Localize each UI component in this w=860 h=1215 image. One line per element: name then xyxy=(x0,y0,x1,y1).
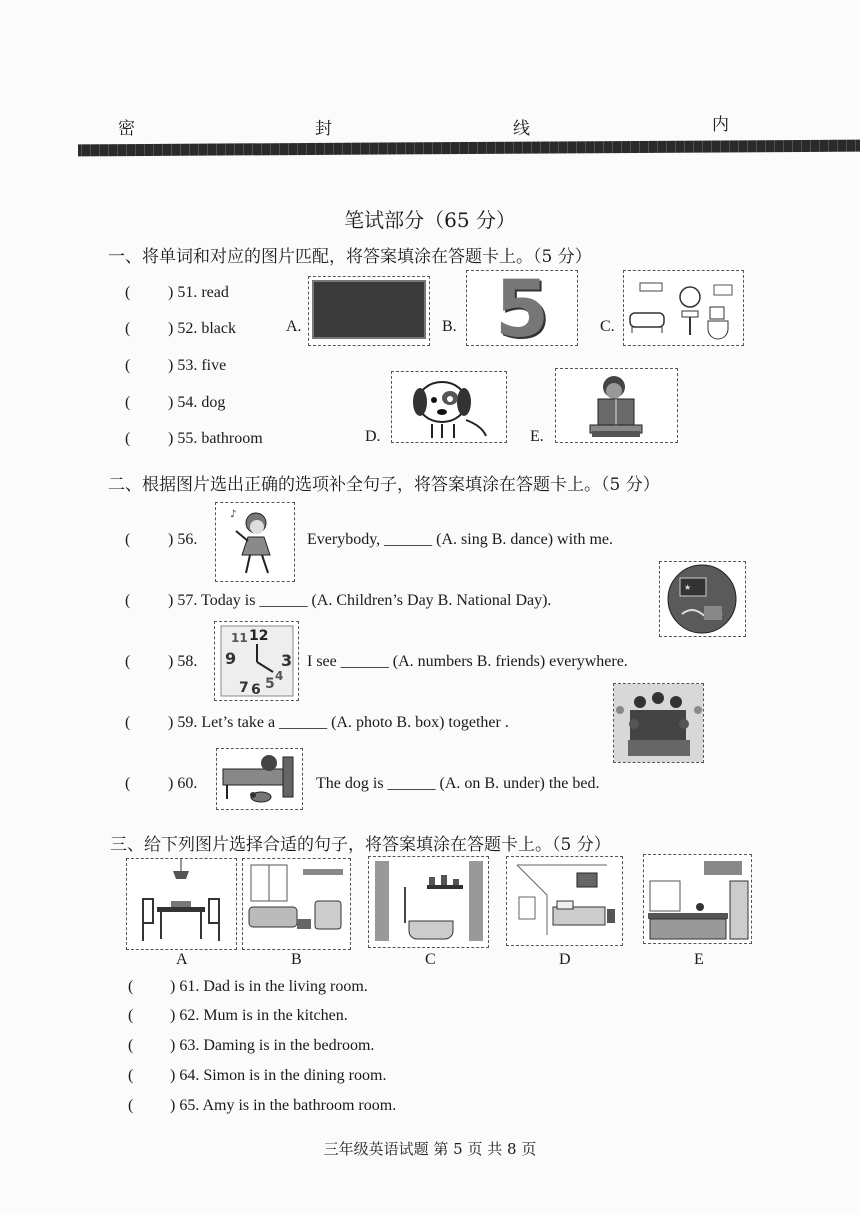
blackboard-image xyxy=(308,276,430,346)
option-c-letter: C. xyxy=(600,318,615,335)
answer-blank-open: ( xyxy=(125,394,131,411)
question-58-number: ) 58. xyxy=(168,653,198,670)
answer-blank-open: ( xyxy=(125,320,131,337)
answer-blank-open: ( xyxy=(128,978,134,995)
question-53: ) 53. five xyxy=(168,357,227,374)
dining-room-icon xyxy=(126,858,237,950)
section-2-heading: 二、根据图片选出正确的选项补全句子，将答案填涂在答题卡上。（5 分） xyxy=(108,475,660,495)
answer-blank-open: ( xyxy=(128,1007,134,1024)
question-56-sentence: Everybody, ______ (A. sing B. dance) with me. xyxy=(307,531,614,548)
question-59: ) 59. Let’s take a ______ (A. photo B. box) together . xyxy=(168,714,509,731)
question-61: ) 61. Dad is in the living room. xyxy=(170,978,368,995)
svg-text:♪: ♪ xyxy=(230,509,237,520)
bathroom-icon xyxy=(623,270,744,346)
room-letter-a: A xyxy=(176,951,188,968)
answer-blank-open: ( xyxy=(125,775,131,792)
option-b-letter: B. xyxy=(442,318,457,335)
dog-under-bed-icon xyxy=(216,748,303,810)
flag-celebration-icon xyxy=(659,561,746,637)
answer-blank-open: ( xyxy=(125,357,131,374)
answer-blank-open: ( xyxy=(125,592,131,609)
svg-text:★: ★ xyxy=(684,583,692,592)
question-58-sentence: I see ______ (A. numbers B. friends) everywhere. xyxy=(307,653,628,670)
dog-icon xyxy=(391,371,507,443)
answer-blank-open: ( xyxy=(125,653,131,670)
question-54: ) 54. dog xyxy=(168,394,226,411)
room-letter-d: D xyxy=(559,951,571,968)
svg-text:12: 12 xyxy=(249,628,269,644)
answer-blank-open: ( xyxy=(128,1037,134,1054)
answer-blank-open: ( xyxy=(125,531,131,548)
seal-char: 内 xyxy=(712,115,729,135)
page-footer: 三年级英语试题 第 5 页 共 8 页 xyxy=(323,1140,537,1158)
answer-blank-open: ( xyxy=(128,1067,134,1084)
seal-rule xyxy=(78,140,860,157)
room-letter-b: B xyxy=(291,951,302,968)
page-title: 笔试部分（65 分） xyxy=(344,208,516,232)
answer-blank-open: ( xyxy=(125,430,131,447)
svg-text:7: 7 xyxy=(239,680,249,696)
svg-text:3: 3 xyxy=(281,651,293,670)
seal-char: 密 xyxy=(118,119,135,139)
answer-blank-open: ( xyxy=(125,714,131,731)
bathroom-room-icon xyxy=(368,856,489,948)
option-e-letter: E. xyxy=(530,428,544,445)
question-64: ) 64. Simon is in the dining room. xyxy=(170,1067,387,1084)
svg-text:11: 11 xyxy=(231,631,248,645)
answer-blank-open: ( xyxy=(128,1097,134,1114)
question-51: ) 51. read xyxy=(168,284,229,301)
question-60-number: ) 60. xyxy=(168,775,198,792)
question-55: ) 55. bathroom xyxy=(168,430,263,447)
seal-char: 线 xyxy=(513,119,530,139)
family-photo-icon xyxy=(613,683,704,763)
section-1-heading: 一、将单词和对应的图片匹配，将答案填涂在答题卡上。（5 分） xyxy=(108,247,592,267)
section-3-heading: 三、给下列图片选择合适的句子，将答案填涂在答题卡上。（5 分） xyxy=(110,835,611,855)
question-62: ) 62. Mum is in the kitchen. xyxy=(170,1007,348,1024)
bedroom-icon xyxy=(506,856,623,946)
svg-text:4: 4 xyxy=(275,669,284,683)
option-d-letter: D. xyxy=(365,428,381,445)
clock-numbers-icon xyxy=(214,621,299,701)
seal-char: 封 xyxy=(315,119,332,139)
question-57: ) 57. Today is ______ (A. Children’s Day B. National Day). xyxy=(168,592,552,609)
boy-reading-icon xyxy=(555,368,678,443)
question-65: ) 65. Amy is in the bathroom room. xyxy=(170,1097,397,1114)
kitchen-icon xyxy=(643,854,752,944)
svg-text:5: 5 xyxy=(265,676,275,692)
room-letter-c: C xyxy=(425,951,436,968)
living-room-icon xyxy=(242,858,351,950)
svg-text:6: 6 xyxy=(251,682,261,698)
question-63: ) 63. Daming is in the bedroom. xyxy=(170,1037,375,1054)
question-52: ) 52. black xyxy=(168,320,236,337)
answer-blank-open: ( xyxy=(125,284,131,301)
option-a-letter: A. xyxy=(286,318,302,335)
girl-singing-icon xyxy=(215,502,295,582)
question-56-number: ) 56. xyxy=(168,531,198,548)
number-five-image: 5 xyxy=(466,270,578,346)
svg-text:9: 9 xyxy=(225,649,237,668)
room-letter-e: E xyxy=(694,951,704,968)
question-60-sentence: The dog is ______ (A. on B. under) the bed. xyxy=(316,775,600,792)
